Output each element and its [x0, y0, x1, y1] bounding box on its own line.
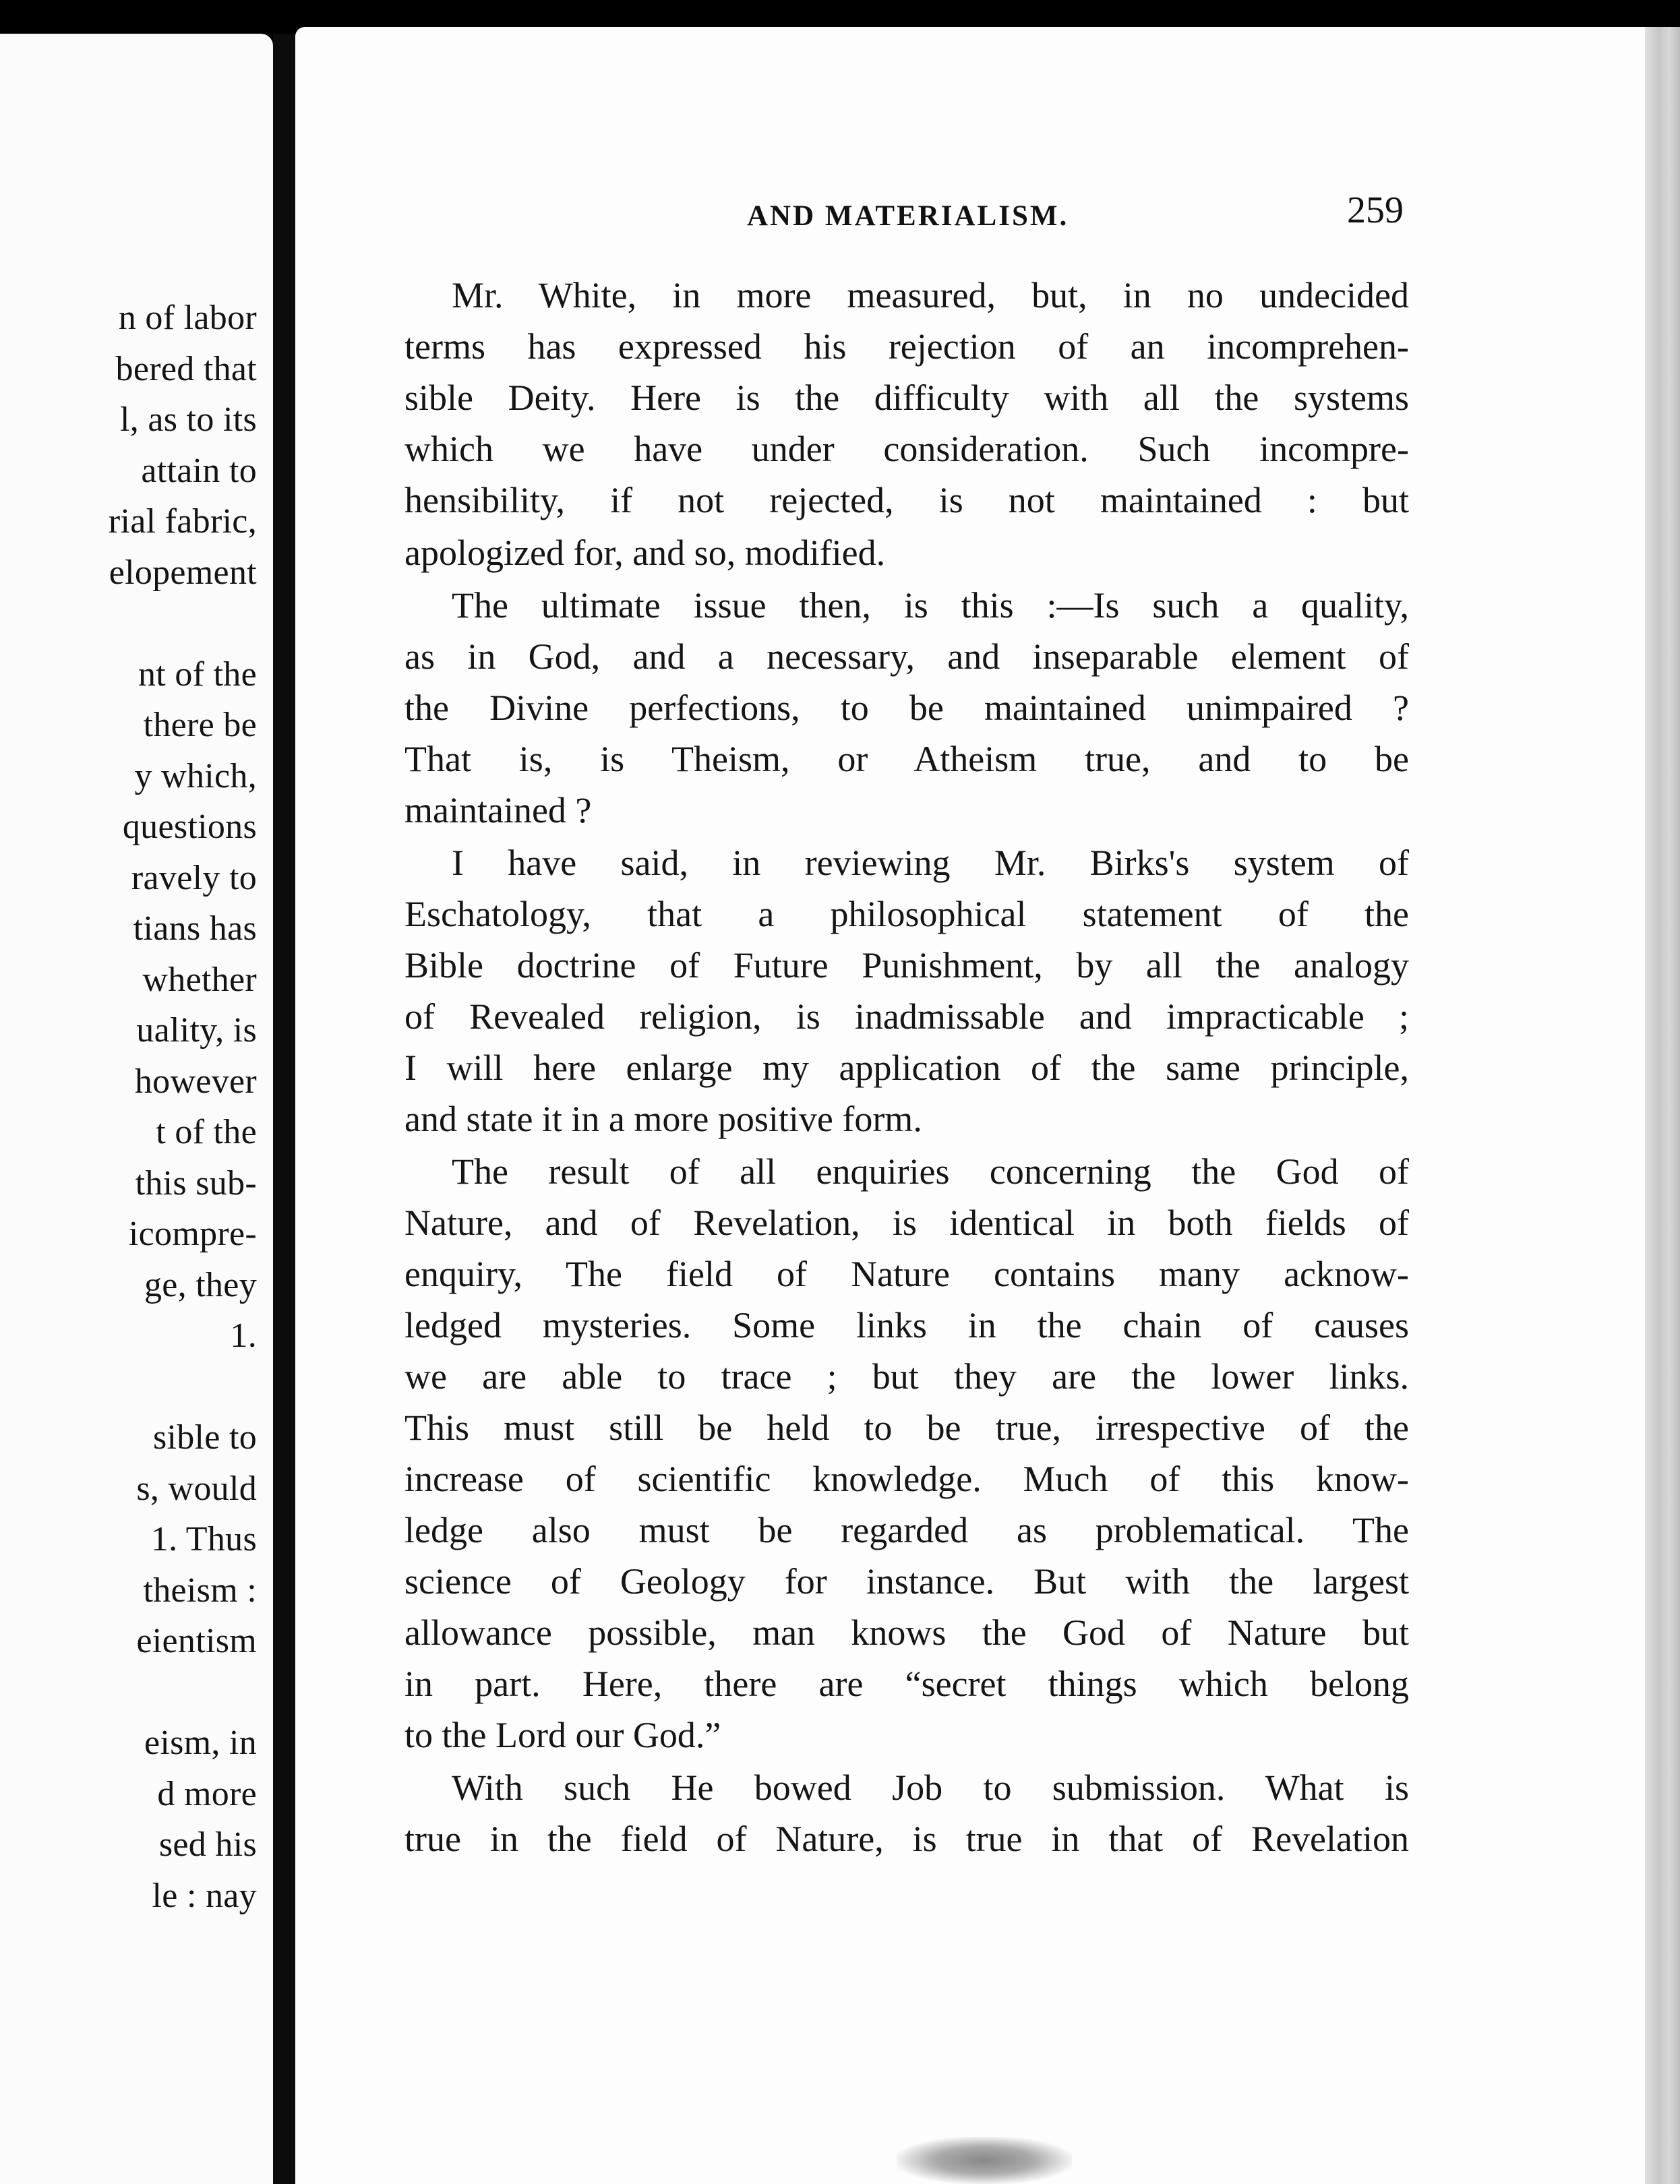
body-line: and state it in a more positive form.: [404, 1099, 922, 1139]
body-line: The result of all enquiries concerning the God of: [452, 1151, 1409, 1192]
body-line: hensibility, if not rejected, is not maintained : but: [404, 480, 1409, 520]
body-line: That is, is Theism, or Atheism true, and to be: [404, 739, 1409, 779]
body-line: This must still be held to be true, irrespective of the: [404, 1407, 1409, 1448]
left-page-line: eientism: [136, 1622, 257, 1660]
body-line: ledged mysteries. Some links in the chain of causes: [404, 1305, 1409, 1345]
scan-smudge: [897, 2137, 1072, 2184]
left-page-line: this sub-: [135, 1163, 257, 1203]
left-page-line: l, as to its: [120, 400, 257, 439]
left-page-line: ravely to: [131, 858, 257, 897]
left-page-line: tians has: [133, 909, 257, 948]
body-line: Nature, and of Revelation, is identical in both fields of: [404, 1203, 1409, 1243]
body-line: Bible doctrine of Future Punishment, by all the analogy: [404, 945, 1409, 985]
left-page-line: elopement: [109, 553, 257, 592]
left-page-line: icompre-: [128, 1215, 257, 1253]
left-page-line: rial fabric,: [108, 502, 257, 541]
left-page-line: s, would: [136, 1469, 257, 1508]
body-line: as in God, and a necessary, and inseparable element of: [404, 636, 1409, 677]
body-line: With such He bowed Job to submission. What is: [452, 1767, 1409, 1808]
left-page-line: sed his: [158, 1825, 257, 1864]
left-page-line: d more: [157, 1774, 257, 1813]
body-line: ledge also must be regarded as problematical. The: [404, 1510, 1409, 1550]
left-page-line: uality, is: [136, 1011, 257, 1050]
body-line: terms has expressed his rejection of an incomprehen-: [404, 326, 1409, 367]
left-page-line: questions: [122, 808, 257, 846]
left-page-line: sible to: [152, 1418, 257, 1457]
body-line: I have said, in reviewing Mr. Birks's system of: [452, 843, 1409, 883]
left-page-line: le : nay: [152, 1876, 257, 1915]
body-line: The ultimate issue then, is this :—Is such a quality,: [452, 585, 1409, 626]
body-line: maintained ?: [404, 790, 592, 830]
left-page-line: bered that: [115, 349, 257, 388]
left-page-line: whether: [142, 960, 257, 999]
body-line: apologized for, and so, modified.: [404, 533, 886, 573]
left-page-line: however: [134, 1062, 257, 1101]
running-head: AND MATERIALISM.: [747, 200, 1069, 232]
body-line: enquiry, The field of Nature contains many acknow-: [404, 1254, 1409, 1294]
left-page-fragment: [0, 34, 273, 2184]
body-line: science of Geology for instance. But with the largest: [404, 1561, 1409, 1602]
body-line: I will here enlarge my application of the same principle,: [404, 1048, 1409, 1088]
body-line: true in the field of Nature, is true in that of Revelation: [404, 1819, 1409, 1859]
left-page-line: 1. Thus: [150, 1520, 257, 1558]
body-line: Eschatology, that a philosophical statement of the: [404, 894, 1409, 934]
left-page-line: ge, they: [144, 1265, 257, 1304]
page-number: 259: [1347, 189, 1404, 231]
body-line: which we have under consideration. Such incompre-: [404, 429, 1409, 469]
body-line: sible Deity. Here is the difficulty with all the systems: [404, 377, 1409, 418]
body-line: to the Lord our God.”: [404, 1715, 721, 1755]
body-line: allowance possible, man knows the God of Nature but: [404, 1612, 1409, 1653]
body-line: the Divine perfections, to be maintained unimpaired ?: [404, 688, 1409, 728]
left-page-line: eism, in: [144, 1724, 257, 1762]
body-line: increase of scientific knowledge. Much of this know-: [404, 1459, 1409, 1499]
left-page-line: attain to: [141, 451, 257, 490]
left-page-line: there be: [143, 706, 257, 744]
left-page-line: n of labor: [118, 299, 257, 337]
body-line: Mr. White, in more measured, but, in no undecided: [452, 275, 1409, 315]
left-page-line: 1.: [230, 1316, 257, 1355]
left-page-line: y which,: [134, 756, 257, 795]
left-page-line: theism :: [143, 1571, 257, 1610]
left-page-line: t of the: [156, 1113, 257, 1151]
body-line: we are able to trace ; but they are the lower links.: [404, 1356, 1409, 1397]
body-line: of Revealed religion, is inadmissable and impracticable ;: [404, 996, 1409, 1037]
left-page-line: nt of the: [138, 655, 257, 694]
body-line: in part. Here, there are “secret things which belong: [404, 1664, 1409, 1704]
page-edge-shadow: [1645, 27, 1680, 2184]
